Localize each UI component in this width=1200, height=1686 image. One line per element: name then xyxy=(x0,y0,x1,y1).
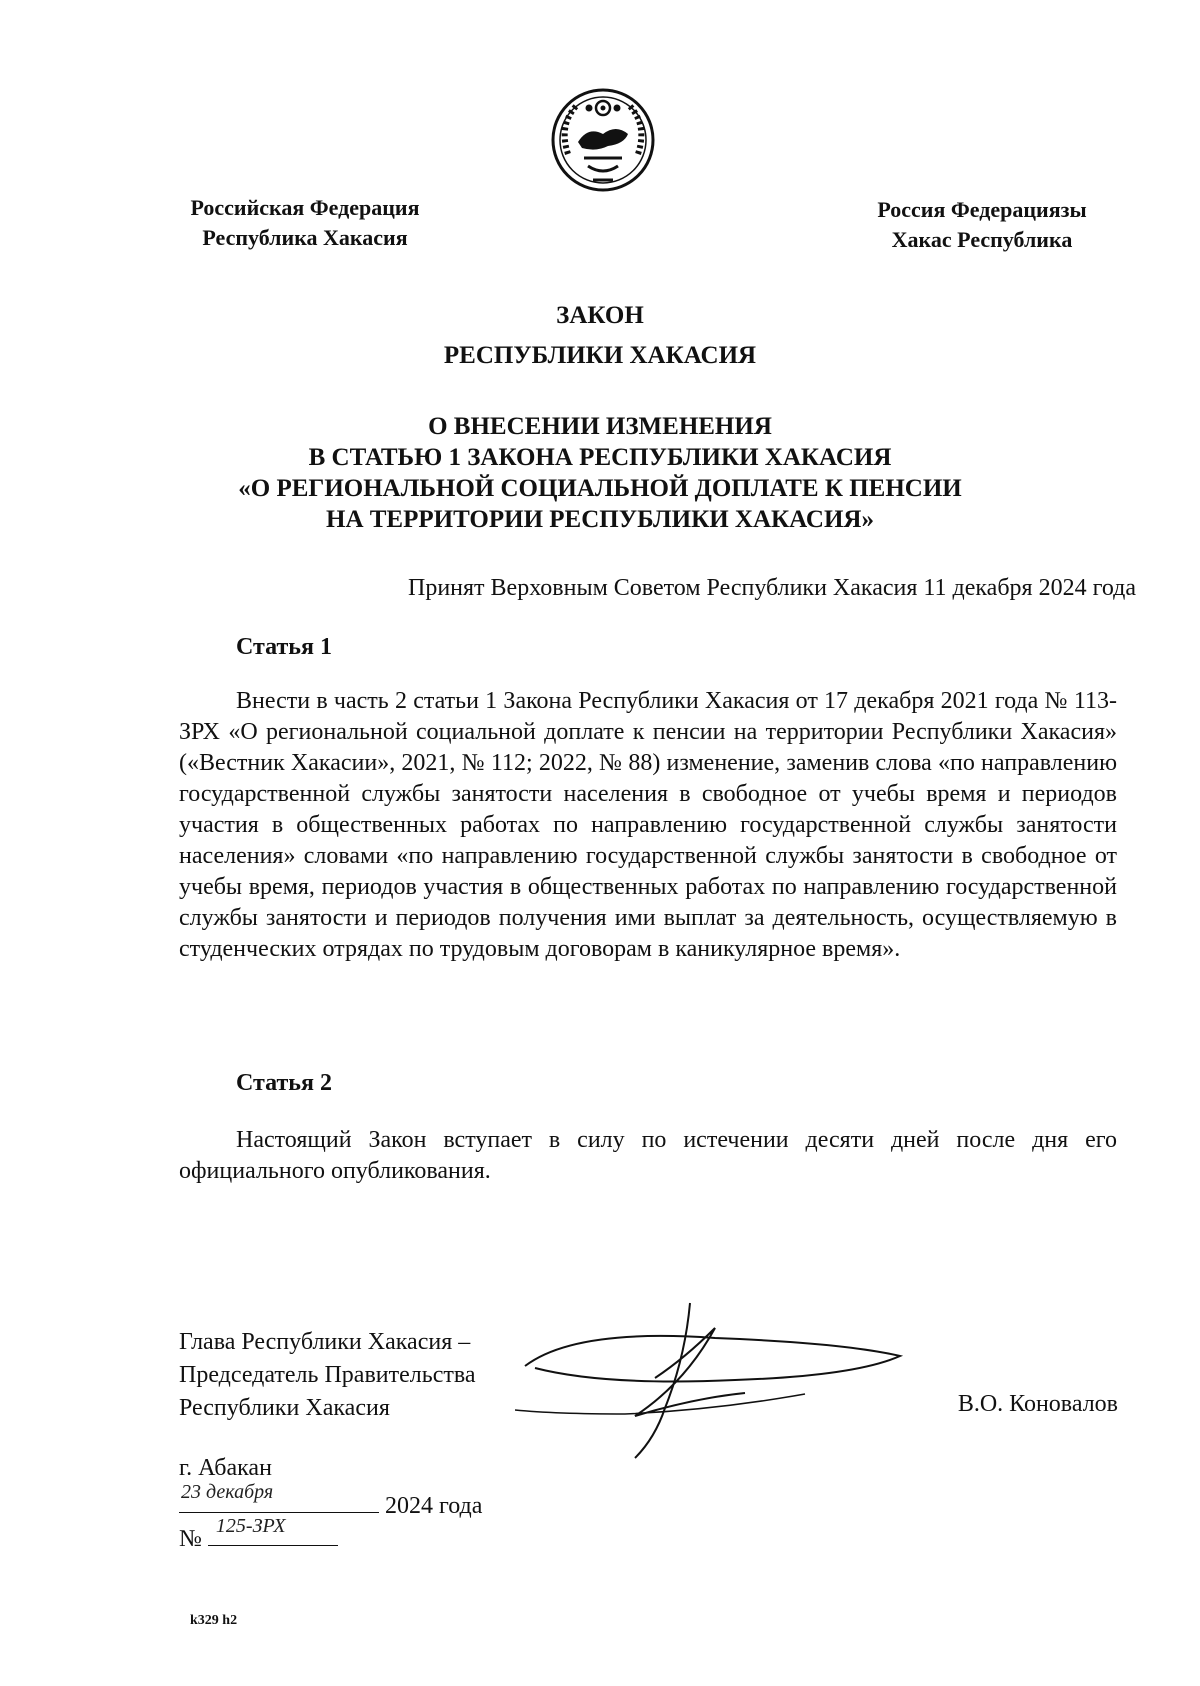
signatory-title-line3: Республики Хакасия xyxy=(179,1395,390,1421)
adoption-note: Принят Верховным Советом Республики Хакасия 11 декабря 2024 года xyxy=(408,575,1136,601)
law-subject-line4: НА ТЕРРИТОРИИ РЕСПУБЛИКИ ХАКАСИЯ» xyxy=(326,506,874,533)
handwritten-signature xyxy=(515,1298,910,1463)
header-left-line1: Российская Федерация xyxy=(190,195,420,220)
law-number xyxy=(179,1515,338,1556)
place-of-signing: г. Абакан xyxy=(179,1455,272,1481)
law-subject-line3: «О РЕГИОНАЛЬНОЙ СОЦИАЛЬНОЙ ДОПЛАТЕ К ПЕНСИИ xyxy=(238,475,962,502)
number-handwritten xyxy=(208,1515,338,1546)
date-handwritten-text: 23 декабря xyxy=(181,1481,274,1503)
law-title xyxy=(160,296,1040,376)
law-title-line2: РЕСПУБЛИКИ ХАКАСИЯ xyxy=(443,342,757,369)
signatory-name: В.О. Коновалов xyxy=(957,1391,1118,1417)
signatory-title xyxy=(179,1326,476,1425)
signatory-title-line2: Председатель Правительства xyxy=(179,1362,476,1388)
document-code: k329 h2 xyxy=(190,1613,238,1628)
law-subject xyxy=(160,411,1040,535)
law-subject-line1: О ВНЕСЕНИИ ИЗМЕНЕНИЯ xyxy=(428,413,772,440)
signatory-title-line1: Глава Республики Хакасия – xyxy=(179,1329,471,1355)
date-handwritten xyxy=(179,1481,379,1513)
law-title-line1: ЗАКОН xyxy=(556,302,644,329)
header-right-line1: Россия Федерациязы xyxy=(877,197,1087,222)
number-label: № xyxy=(179,1526,202,1552)
article-2-text: Настоящий Закон вступает в силу по истечении десяти дней после дня его официального опубликования. xyxy=(179,1127,1117,1184)
article-2-heading: Статья 2 xyxy=(236,1070,332,1096)
coat-of-arms-emblem xyxy=(548,84,658,196)
header-right-line2: Хакас Республика xyxy=(891,227,1073,252)
article-1-heading: Статья 1 xyxy=(236,634,332,660)
law-subject-line2: В СТАТЬЮ 1 ЗАКОНА РЕСПУБЛИКИ ХАКАСИЯ xyxy=(308,444,892,471)
header-left xyxy=(160,193,450,253)
date-year: 2024 года xyxy=(385,1493,483,1519)
article-1-text: Внести в часть 2 статьи 1 Закона Республики Хакасия от 17 декабря 2021 года № 113-ЗРХ «О региональной социальной доплате к пенсии на территории Республики Хакасия» («Вестник Хакасии», 2021, № 112; 2022, № 88) изменение, заменив слова «по направлению государственной службы занятости населения в свободное от учебы время и периодов участия в общественных работах по направлению государственной службы занятости населения» словами «по направлению государственной службы занятости в свободное от учебы время, периодов участия в общественных работах по направлению государственной службы занятости и периодов получения ими выплат за деятельность, осуществляемую в студенческих отрядах по трудовым договорам в каникулярное время». xyxy=(179,688,1117,962)
number-handwritten-text: 125-ЗРХ xyxy=(215,1515,286,1537)
header-left-line2: Республика Хакасия xyxy=(202,225,408,250)
header-right xyxy=(832,195,1132,255)
